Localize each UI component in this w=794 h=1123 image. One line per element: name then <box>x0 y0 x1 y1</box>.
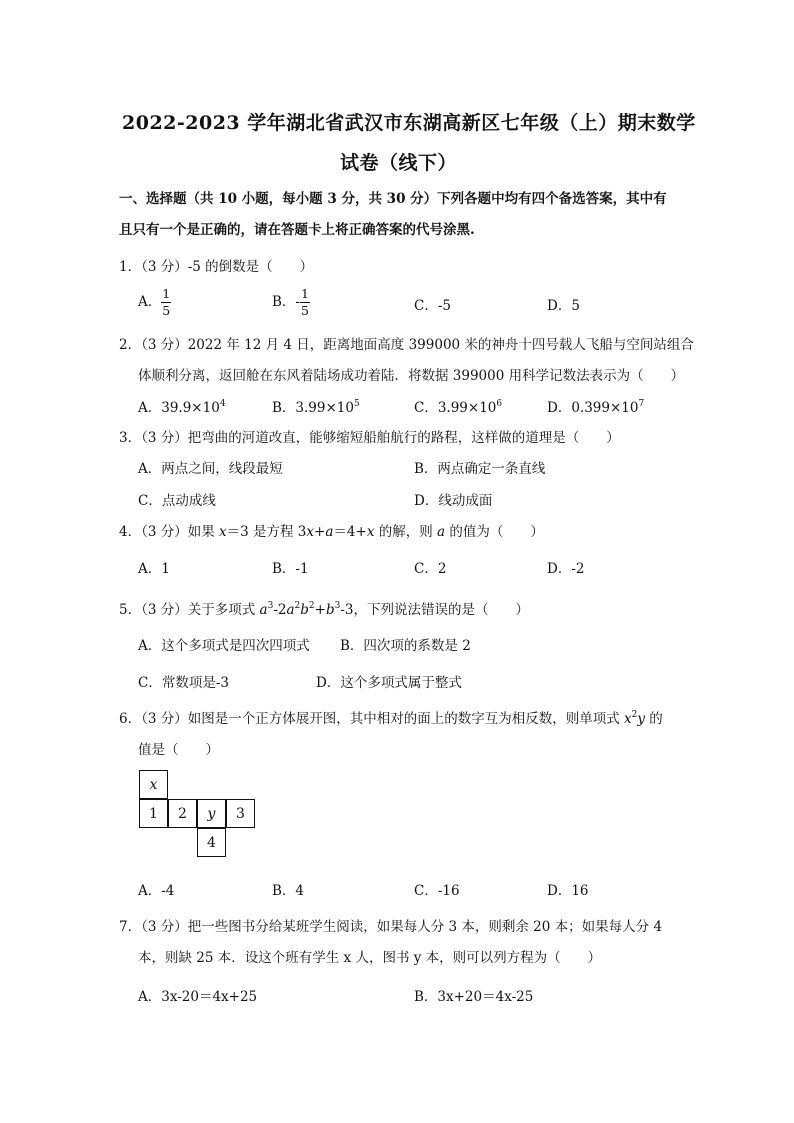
question-1-option-c: C．-5 <box>414 298 451 314</box>
net-cell-top: x <box>139 770 168 799</box>
question-5-option-c: C．常数项是-3 <box>138 675 229 691</box>
question-7-option-b: B．3x+20＝4x-25 <box>414 989 534 1005</box>
question-6-option-d: D．16 <box>547 883 589 899</box>
question-2-line2: 体顺利分离，返回舱在东风着陆场成功着陆．将数据 399000 用科学记数法表示为（ ） <box>138 368 685 384</box>
question-1-stem: 1．（3 分）-5 的倒数是（ ） <box>119 259 314 275</box>
question-1-option-a <box>138 288 171 317</box>
net-cell-1: 1 <box>139 799 168 828</box>
question-4-option-a: A．1 <box>138 561 170 577</box>
question-6-option-b: B．4 <box>272 883 305 899</box>
fraction-one-fifth: $\frac{1}{5}$ <box>162 286 171 318</box>
question-4-option-b: B．-1 <box>272 561 309 577</box>
page-title-line2: 试卷（线下） <box>340 152 458 174</box>
question-7-option-a: A．3x-20＝4x+25 <box>138 989 258 1005</box>
question-7-line2: 本，则缺 25 本．设这个班有学生 x 人，图书 y 本，则可以列方程为（ ） <box>138 950 602 966</box>
question-6-line1: 6．（3 分）如图是一个正方体展开图，其中相对的面上的数字互为相反数，则单项式 $x^2y$ 的 <box>119 710 663 727</box>
question-2-option-d: D．$0.399\times 10^7$ <box>547 399 645 416</box>
question-2-option-c: C．$3.99\times 10^6$ <box>414 399 503 416</box>
net-cell-y: y <box>197 799 226 828</box>
net-cell-bottom: 4 <box>197 828 226 857</box>
question-3-option-a: A．两点之间，线段最短 <box>138 461 283 477</box>
question-5-option-a: A．这个多项式是四次四项式 <box>138 638 310 654</box>
question-3-option-b: B．两点确定一条直线 <box>414 461 546 477</box>
question-4-option-c: C．2 <box>414 561 447 577</box>
question-2-line1: 2．（3 分）2022 年 12 月 4 日，距离地面高度 399000 米的神舟十四号载人飞船与空间站组合 <box>119 337 694 353</box>
question-1-option-d: D．5 <box>547 298 580 314</box>
option-a-label: A． <box>138 294 162 310</box>
question-1-option-b <box>272 288 310 317</box>
option-b-label: B．- <box>272 294 300 310</box>
question-4-stem: 4．（3 分）如果 x＝3 是方程 3x+a＝4+x 的解，则 a 的值为（ ） <box>119 524 544 540</box>
question-6-line2: 值是（ ） <box>138 742 219 758</box>
fraction-one-fifth: $\frac{1}{5}$ <box>300 286 309 318</box>
page-title-line1: 2022-2023 学年湖北省武汉市东湖高新区七年级（上）期末数学 <box>122 112 696 134</box>
question-3-option-c: C．点动成线 <box>138 493 216 509</box>
question-2-option-b: B．$3.99\times 10^5$ <box>272 399 360 416</box>
net-cell-3: 3 <box>226 799 255 828</box>
section-heading-line2: 且只有一个是正确的，请在答题卡上将正确答案的代号涂黑. <box>119 222 475 238</box>
question-7-line1: 7．（3 分）把一些图书分给某班学生阅读，如果每人分 3 本，则剩余 20 本；如果每人分 4 <box>119 919 663 935</box>
question-5-option-b: B．四次项的系数是 2 <box>340 638 471 654</box>
question-5-option-d: D．这个多项式属于整式 <box>316 675 462 691</box>
question-4-option-d: D．-2 <box>547 561 585 577</box>
question-3-stem: 3．（3 分）把弯曲的河道改直，能够缩短船舶航行的路程，这样做的道理是（ ） <box>119 430 620 446</box>
question-5-stem: 5．（3 分）关于多项式 $a^3-2a^2b^2+b^3-3$，下列说法错误的是（ ） <box>119 601 530 618</box>
question-2-option-a: A．$39.9\times 10^4$ <box>138 399 226 416</box>
question-6-option-c: C．-16 <box>414 883 460 899</box>
question-6-option-a: A．-4 <box>138 883 175 899</box>
question-3-option-d: D．线动成面 <box>414 493 493 509</box>
net-cell-2: 2 <box>168 799 197 828</box>
section-heading-line1: 一、选择题（共 10 小题，每小题 3 分，共 30 分）下列各题中均有四个备选答案，其中有 <box>119 191 667 207</box>
